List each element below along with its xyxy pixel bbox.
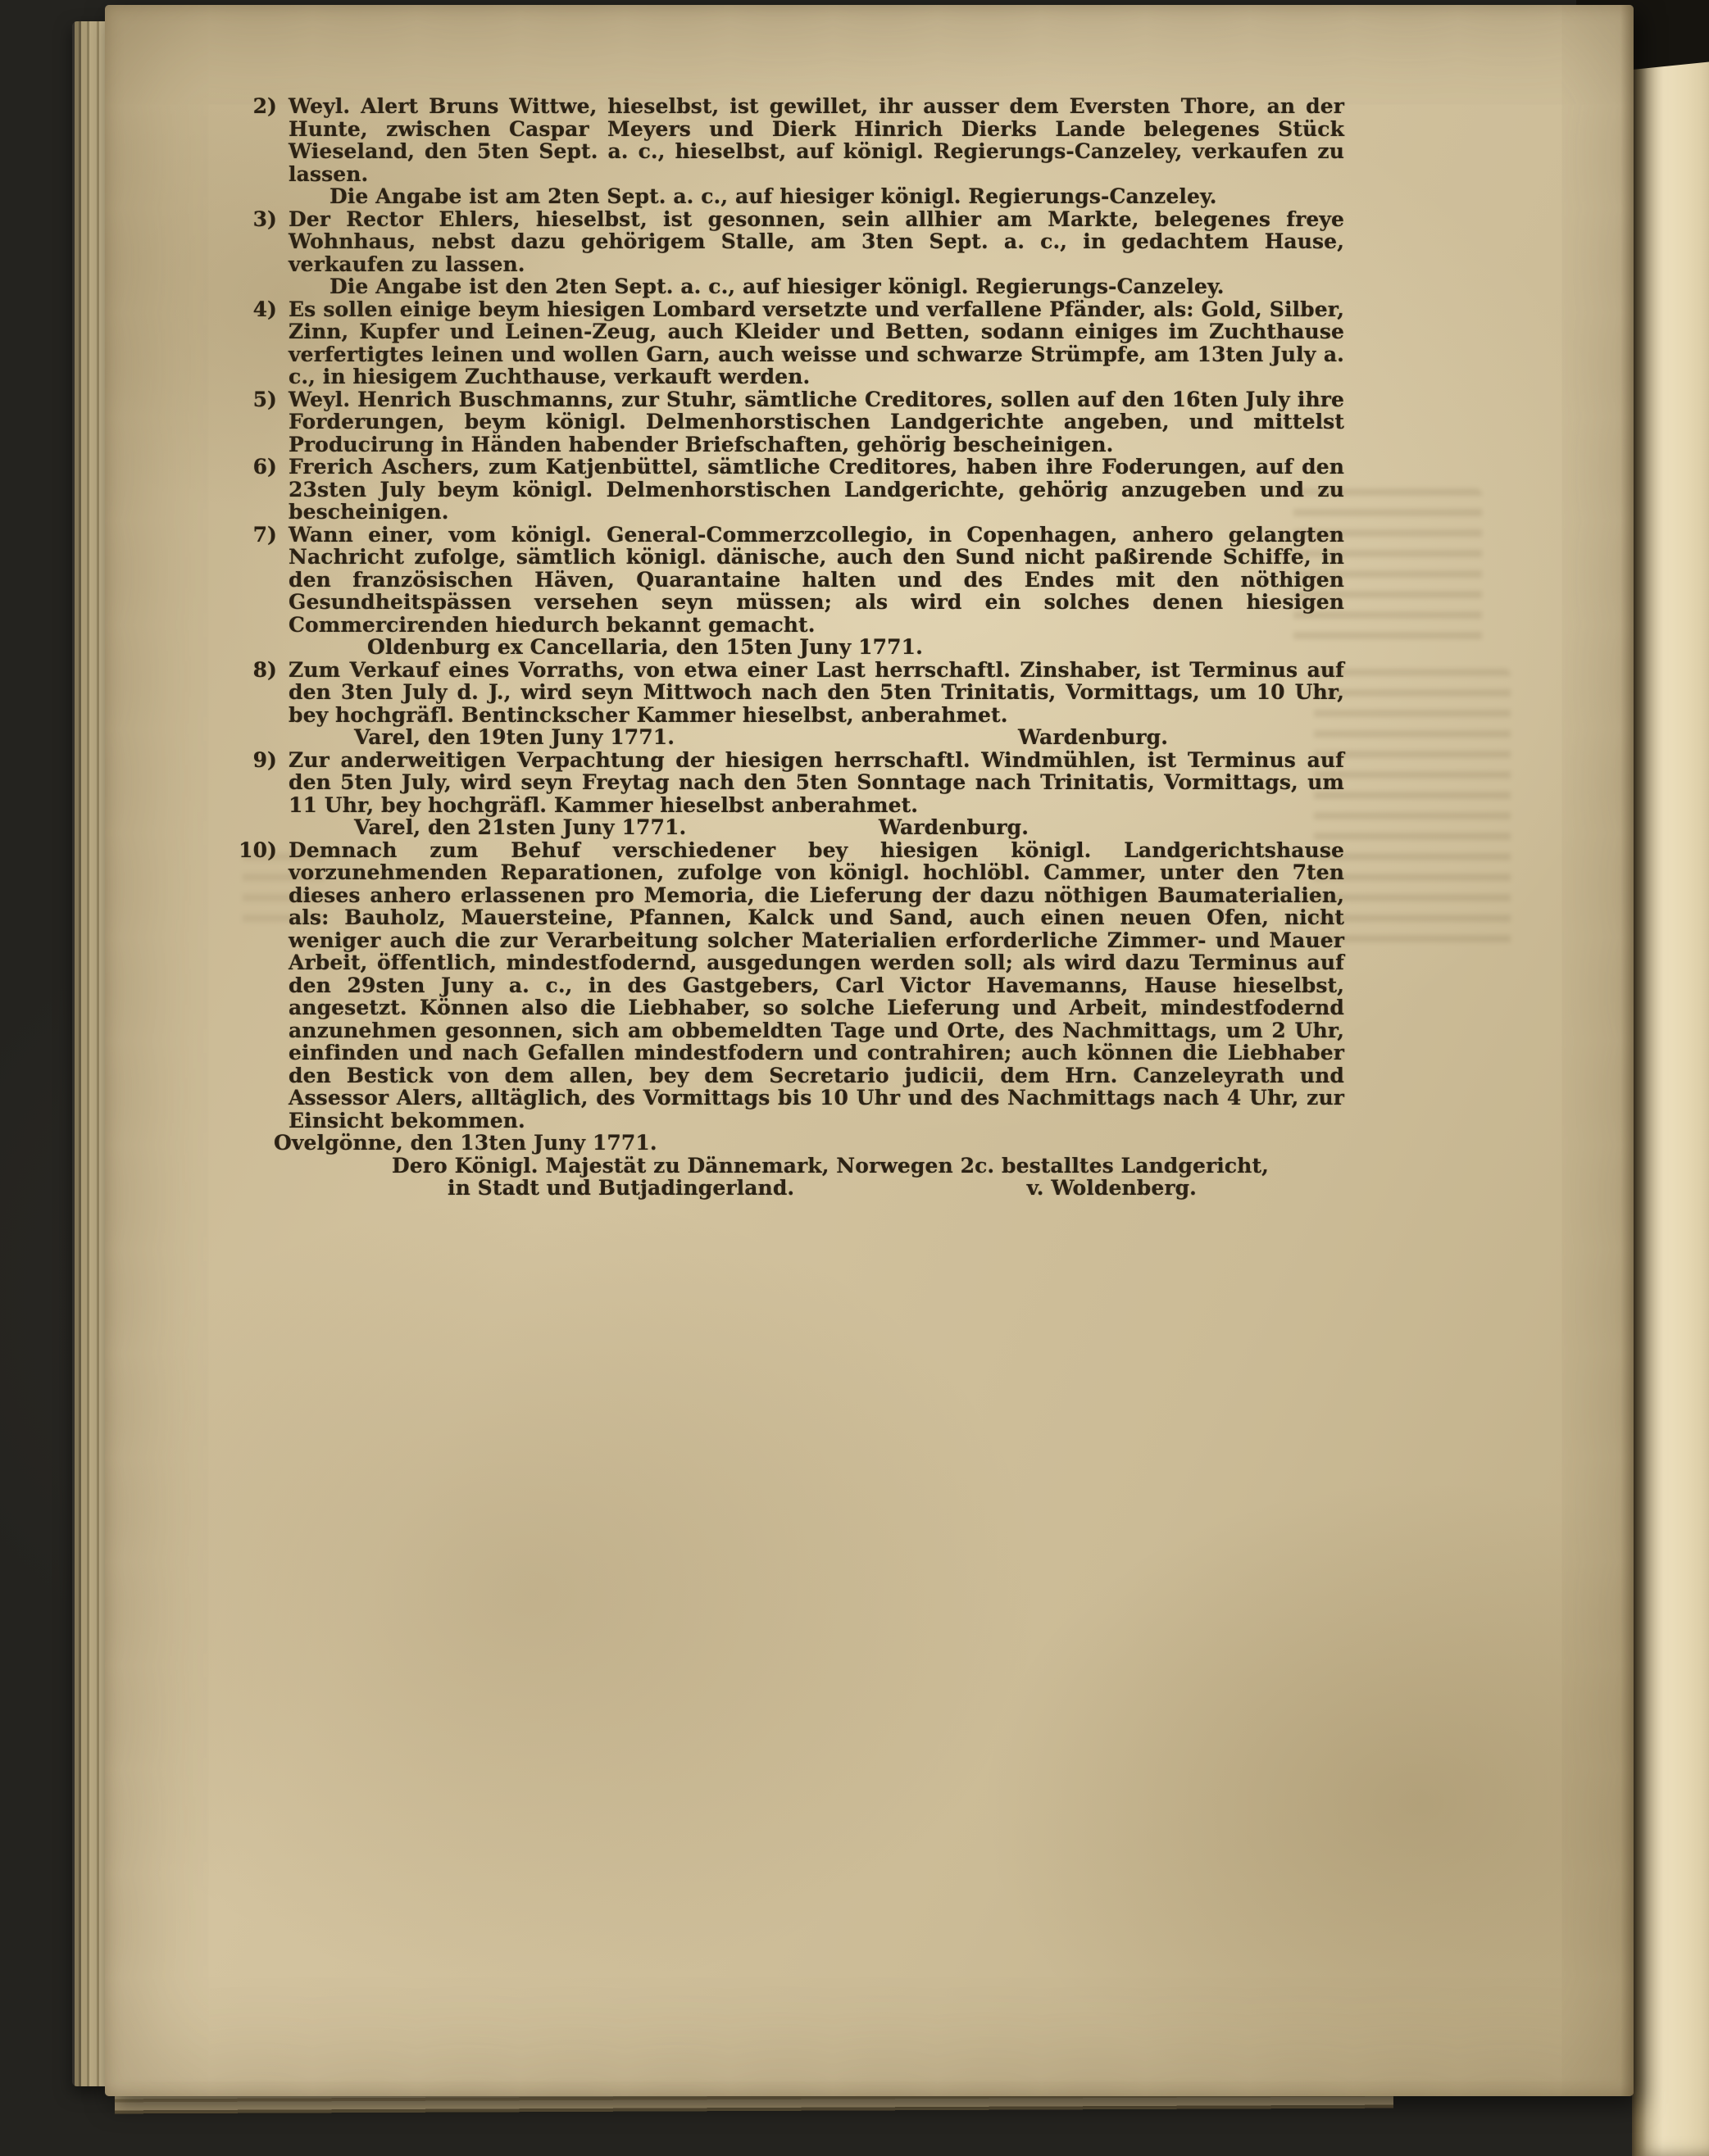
signature: v. Woldenberg. [1026, 1176, 1197, 1200]
dateline-place: Varel, den 19ten Juny 1771. [354, 725, 675, 749]
item-number: 2) [252, 94, 277, 118]
item-number: 7) [252, 522, 277, 547]
item-number: 9) [252, 747, 277, 772]
closing-authority-2: in Stadt und Butjadingerland. [448, 1176, 795, 1200]
closing-signature-line [236, 1177, 1344, 1200]
list-item [236, 456, 1344, 524]
list-item [236, 298, 1344, 388]
list-item [236, 749, 1344, 839]
list-item [236, 208, 1344, 298]
item-text: Zur anderweitigen Verpachtung der hiesigen herrschaftl. Windmühlen, ist Terminus auf den 5ten July, wird seyn Freytag nach den 5ten Sonntage nach Trinitatis, Vormittags, um 11 Uhr, bey hochgräfl. Kammer hieselbst anberahmet. [289, 747, 1344, 817]
dateline-place: Varel, den 21sten Juny 1771. [354, 815, 687, 839]
item-text: Weyl. Alert Bruns Wittwe, hieselbst, ist gewillet, ihr ausser dem Eversten Thore, an der Hunte, zwischen Caspar Meyers und Dierk Hinrich Dierks Lande belegenes Stück Wieseland, den 5ten Sept. a. c., hieselbst, auf königl. Regierungs-Canzeley, verkaufen zu lassen. [289, 94, 1344, 186]
closing-dateline: Ovelgönne, den 13ten Juny 1771. [274, 1131, 657, 1155]
list-item [236, 388, 1344, 456]
notice-text-block [236, 95, 1344, 1200]
item-number: 8) [252, 657, 277, 682]
item-number: 10) [239, 837, 277, 862]
closing-authority: Dero Königl. Majestät zu Dännemark, Norwegen 2c. bestalltes Landgericht, [392, 1153, 1269, 1178]
list-item [236, 659, 1344, 749]
item-text: Frerich Aschers, zum Katjenbüttel, sämtliche Creditores, haben ihre Foderungen, auf den 23sten July beym königl. Delmenhorstischen Landgerichte, gehörig anzugeben und zu bescheinigen. [289, 455, 1344, 524]
next-page-edge [1632, 0, 1709, 2156]
item-text: Wann einer, vom königl. General-Commerzcollegio, in Copenhagen, anhero gelangten Nachricht zufolge, sämtlich königl. dänische, auch den Sund nicht paßirende Schiffe, in den französischen Häven, Quarantaine halten und des Endes mit den nöthigen Gesundheitspässen versehen seyn müssen; als wird ein solches denen hiesigen Commercirenden hiedurch bekannt gemacht. [289, 522, 1344, 637]
dateline-signature: Wardenburg. [1018, 725, 1168, 749]
list-item [236, 95, 1344, 208]
item-text: Demnach zum Behuf verschiedener bey hiesigen königl. Landgerichtshause vorzunehmenden Reparationen, zufolge von königl. hochlöbl. Cammer, unter den 7ten dieses anhero erlassenen pro Memoria, die Lieferung der dazu nöthigen Baumaterialien, als: Bauholz, Mauersteine, Pfannen, Kalck und Sand, auch einen neuen Ofen, nicht weniger auch die zur Verarbeitung solcher Materialien erforderliche Zimmer- und Mauer Arbeit, öffentlich, mindestfodernd, ausgedungen werden soll; als wird dazu Terminus auf den 29sten Juny a. c., in des Gastgebers, Carl Victor Havemanns, Hause hieselbst, angesetzt. Können also die Liebhaber, so solche Lieferung und Arbeit, mindestfodernd anzunehmen gesonnen, sich am obbemeldten Tage und Orte, des Nachmittags, um 2 Uhr, einfinden und nach Gefallen mindestfodern und contrahiren; auch können die Liebhaber den Bestick von dem allen, bey dem Secretario judicii, dem Hrn. Canzeleyrath und Assessor Alers, alltäglich, des Vormittags bis 10 Uhr und des Nachmittags nach 4 Uhr, zur Einsicht bekommen. [289, 837, 1344, 1132]
item-text: Zum Verkauf eines Vorraths, von etwa einer Last herrschaftl. Zinshaber, ist Terminus auf den 3ten July d. J., wird seyn Mittwoch nach den 5ten Trinitatis, Vormittags, um 10 Uhr, bey hochgräfl. Bentinckscher Kammer hieselbst, anberahmet. [289, 657, 1344, 727]
dateline [289, 816, 1344, 839]
item-number: 3) [252, 207, 277, 231]
item-text: Weyl. Henrich Buschmanns, zur Stuhr, sämtliche Creditores, sollen auf den 16ten July ihre Forderungen, beym königl. Delmenhorstischen Landgerichte angeben, und mittelst Producirung in Händen habender Briefschaften, gehörig bescheinigen. [289, 387, 1344, 456]
closing-block [236, 1132, 1344, 1200]
item-note: Die Angabe ist den 2ten Sept. a. c., auf hiesiger königl. Regierungs-Canzeley. [330, 275, 1225, 298]
item-note: Die Angabe ist am 2ten Sept. a. c., auf hiesiger königl. Regierungs-Canzeley. [330, 184, 1217, 208]
book-page-edges-left [72, 21, 108, 2086]
list-item [236, 524, 1344, 659]
scanned-page [105, 5, 1634, 2096]
dateline-signature: Wardenburg. [879, 815, 1029, 839]
dateline [289, 726, 1344, 749]
item-number: 5) [252, 387, 277, 411]
item-text: Der Rector Ehlers, hieselbst, ist gesonnen, sein allhier am Markte, belegenes freye Wohnhaus, nebst dazu gehörigem Stalle, am 3ten Sept. a. c., in gedachtem Hause, verkaufen zu lassen. [289, 207, 1344, 276]
dateline: Oldenburg ex Cancellaria, den 15ten Juny 1771. [367, 635, 923, 659]
item-number: 4) [252, 297, 277, 321]
item-number: 6) [252, 455, 277, 479]
item-text: Es sollen einige beym hiesigen Lombard versetzte und verfallene Pfänder, als: Gold, Silber, Zinn, Kupfer und Leinen-Zeug, auch Kleider und Betten, sodann einiges im Zuchthause verfertigtes leinen und wollen Garn, auch weisse und schwarze Strümpfe, am 13ten July a. c., in hiesigem Zuchthause, verkauft werden. [289, 297, 1344, 388]
list-item [236, 839, 1344, 1132]
